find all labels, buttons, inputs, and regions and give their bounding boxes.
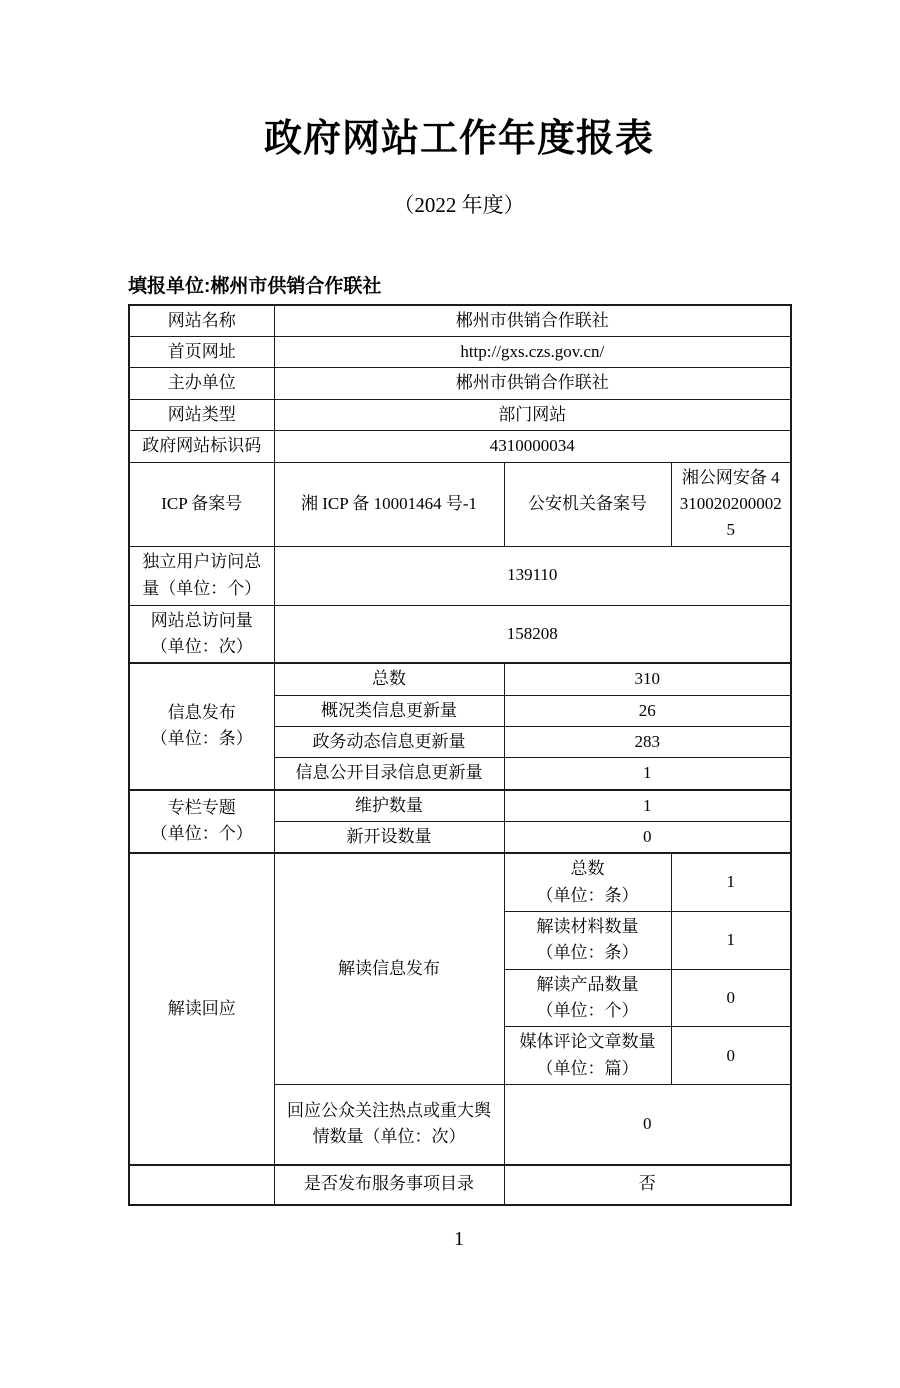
interp-material-label <box>504 911 671 969</box>
table-row-unique-visitors <box>129 546 791 605</box>
organizer-label: 主办单位 <box>129 368 274 399</box>
special-maintain-label: 维护数量 <box>274 790 504 822</box>
interp-material-label-line2: （单位：条） <box>536 943 639 963</box>
interp-product-label-line1: 解读产品数量 <box>536 974 639 994</box>
table-row-interp-total <box>129 853 791 911</box>
hotspot-label: 回应公众关注热点或重大舆情数量（单位：次） <box>274 1085 504 1165</box>
service-directory-label: 是否发布服务事项目录 <box>274 1165 504 1205</box>
interp-material-label-line1: 解读材料数量 <box>536 916 639 936</box>
special-new-label: 新开设数量 <box>274 821 504 853</box>
interp-total-label-line2: （单位：条） <box>536 885 639 905</box>
info-overview-label: 概况类信息更新量 <box>274 695 504 726</box>
table-row-site-code <box>129 431 791 462</box>
info-dynamics-value: 283 <box>504 726 791 757</box>
unique-visitors-label: 独立用户访问总量（单位：个） <box>129 546 274 605</box>
table-row-icp <box>129 462 791 546</box>
table-row-service-directory <box>129 1165 791 1205</box>
total-visits-value: 158208 <box>274 605 791 663</box>
special-columns-group-label <box>129 790 274 854</box>
table-row-special-maintain <box>129 790 791 822</box>
special-columns-group-label-line1: 专栏专题 <box>167 798 236 818</box>
interpretation-publish-label: 解读信息发布 <box>274 853 504 1084</box>
unique-visitors-value: 139110 <box>274 546 791 605</box>
interp-media-label <box>504 1027 671 1085</box>
total-visits-label: 网站总访问量（单位：次） <box>129 605 274 663</box>
site-type-value: 部门网站 <box>274 399 791 430</box>
info-publish-group-label-line2: （单位：条） <box>150 729 253 749</box>
service-directory-value: 否 <box>504 1165 791 1205</box>
table-row-total-visits <box>129 605 791 663</box>
icp-value: 湘 ICP 备 10001464 号-1 <box>274 462 504 546</box>
police-filing-value: 湘公网安备 43100202000025 <box>671 462 791 546</box>
info-total-value: 310 <box>504 663 791 695</box>
organizer-value: 郴州市供销合作联社 <box>274 368 791 399</box>
special-columns-group-label-line2: （单位：个） <box>150 824 253 844</box>
interp-media-label-line1: 媒体评论文章数量 <box>519 1032 656 1052</box>
special-new-value: 0 <box>504 821 791 853</box>
interp-total-label-line1: 总数 <box>570 859 605 879</box>
table-row-info-total <box>129 663 791 695</box>
interp-media-label-line2: （单位：篇） <box>536 1058 639 1078</box>
table-row-organizer <box>129 368 791 399</box>
document-page <box>128 116 790 1251</box>
home-url-value: http://gxs.czs.gov.cn/ <box>274 337 791 368</box>
page-subtitle: （2022 年度） <box>393 192 525 217</box>
site-name-label: 网站名称 <box>129 305 274 337</box>
interpretation-group-label: 解读回应 <box>129 853 274 1164</box>
police-filing-label: 公安机关备案号 <box>504 462 671 546</box>
info-publish-group-label-line1: 信息发布 <box>167 703 236 723</box>
empty-cell <box>129 1165 274 1205</box>
interp-material-value: 1 <box>671 911 791 969</box>
site-type-label: 网站类型 <box>129 399 274 430</box>
info-publish-group-label <box>129 663 274 789</box>
page-number: 1 <box>454 1227 464 1250</box>
info-directory-label: 信息公开目录信息更新量 <box>274 758 504 790</box>
interp-media-value: 0 <box>671 1027 791 1085</box>
info-overview-value: 26 <box>504 695 791 726</box>
interp-product-value: 0 <box>671 969 791 1027</box>
table-row-home-url <box>129 337 791 368</box>
site-name-value: 郴州市供销合作联社 <box>274 305 791 337</box>
interp-product-label <box>504 969 671 1027</box>
info-directory-value: 1 <box>504 758 791 790</box>
icp-label: ICP 备案号 <box>129 462 274 546</box>
home-url-label: 首页网址 <box>129 337 274 368</box>
special-maintain-value: 1 <box>504 790 791 822</box>
annual-report-table <box>128 304 792 1206</box>
table-row-site-type <box>129 399 791 430</box>
interp-total-label <box>504 853 671 911</box>
hotspot-value: 0 <box>504 1085 791 1165</box>
interp-product-label-line2: （单位：个） <box>536 1001 639 1021</box>
site-code-value: 4310000034 <box>274 431 791 462</box>
table-row-site-name <box>129 305 791 337</box>
page-title: 政府网站工作年度报表 <box>263 118 654 160</box>
interp-total-value: 1 <box>671 853 791 911</box>
info-dynamics-label: 政务动态信息更新量 <box>274 726 504 757</box>
info-total-label: 总数 <box>274 663 504 695</box>
site-code-label: 政府网站标识码 <box>129 431 274 462</box>
reporting-unit-label: 填报单位:郴州市供销合作联社 <box>128 275 382 297</box>
